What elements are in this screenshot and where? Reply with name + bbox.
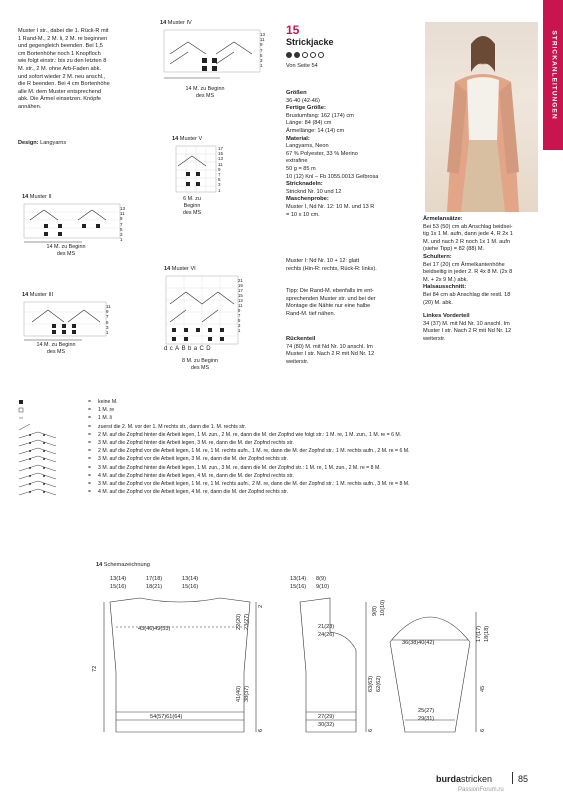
svg-text:9(10): 9(10) [316,584,330,590]
text-line: Muster I str. Nach 2 R mit Nd Nr. 12 [286,351,375,358]
back-top-mid-1: 17(18) [146,576,163,582]
article-details [286,90,421,219]
text-line: 34 (37) M. mit Nd Nr. 10 anschl. Im [423,320,510,327]
row-number: 17 [218,146,224,151]
text-line: rechts (Hin-R: rechts, Rück-R: links). [286,265,377,272]
row-number: 11 [218,161,223,167]
chart-caption: 14 M. zu Beginn des MS [46,243,86,257]
section-line: Stricknd Nr. 10 und 12 [286,188,342,195]
legend-equals: = [88,407,92,414]
page-number: 85 [518,774,529,784]
svg-text:13(14): 13(14) [290,576,307,582]
difficulty-dot [302,52,308,58]
row-number: 13 [238,298,243,303]
svg-text:8(9): 8(9) [316,576,326,582]
section-head: Material: [286,135,310,142]
row-number: 3 [120,232,123,238]
footer-brand: burdastricken [436,774,493,784]
legend-text: 4 M. auf die Zopfnd hinter die Arbeit legen, 4 M. re, dann die M. der Zopfnd rechts str. [98,472,294,479]
chart-muster-iv [160,20,270,100]
column-letters [164,346,244,354]
row-number: 3 [238,323,241,328]
column-letter: B [181,346,188,352]
row-number: 9 [106,309,109,315]
chart-caption: 6 M. zu Beginn des MS [182,195,202,216]
row-number: 9 [260,42,263,48]
svg-text:6: 6 [480,728,486,732]
row-number: 9 [120,216,123,222]
svg-text:24(26): 24(26) [318,632,335,638]
text-line: alle M. dem Muster entsprechend [18,88,102,95]
watermark: PassionForum.ru [458,787,504,793]
schultern-head: Schultern: [423,253,452,260]
section-tab [543,0,563,150]
back-top-left-1: 13(14) [110,576,127,582]
text-line: Rand-M. tief nähen. [286,310,336,317]
row-number: 19 [238,283,243,288]
column-letter: c [169,346,176,352]
legend-text: 3 M. auf die Zopfnd vor die Arbeit legen, 1 M. re, 1 M. rechts aufn., 2 M. re, dann die M. der Zopfnd str.: 1 M. rechts aufn., 3 M. re = 8 M. [98,481,410,487]
hals-head: Halsausschnitt: [423,284,467,291]
section-line: Länge: 84 (84) cm [286,120,332,127]
text-line: Muster I: Nd Nr. 10 + 12: glatt [286,258,360,264]
legend-equals: = [88,448,92,455]
row-number: 21 [238,278,243,283]
legend-equals: = [88,399,92,405]
row-number: 11 [120,211,125,217]
row-number: 5 [106,319,109,325]
text-line: die R beenden. Bei 4 cm Bortenhöhe [18,81,110,88]
section-head: Stricknadeln: [286,181,323,188]
svg-text:63(63): 63(63) [368,675,374,692]
legend-equals: = [88,431,92,438]
back-bottom: 54(57)61(64) [150,714,183,720]
slant-icon [18,423,56,431]
svg-text:22(20): 22(20) [236,613,242,630]
text-line: wie folgt einstr.: bis zu den letzten 8 [18,58,107,65]
chart-muster-ii [22,194,126,258]
knit-chart-grid [22,300,112,342]
section-line: Muster I, Nd Nr. 12: 10 M. und 13 R [286,203,375,210]
svg-text:27(29): 27(29) [318,714,335,720]
row-number: 1 [106,330,109,336]
section-line: Brustumfang: 162 (174) cm [286,112,354,119]
empty-square-icon [18,406,56,414]
column-letter: C [199,346,207,352]
row-number: 1 [260,63,263,69]
chart-caption: 8 M. zu Beginn des MS [182,358,218,371]
back-top-mid-2: 18(21) [146,584,163,590]
knit-chart-grid [22,202,126,244]
text-line: (siehe Tipp) = 82 (88) M. [423,246,485,253]
row-number: 15 [238,293,243,298]
cable-icon [18,472,56,480]
article-title: Strickjacke [286,37,334,47]
svg-text:30(32): 30(32) [318,722,335,728]
text-line: annähen. [18,103,42,110]
design-credit [18,140,66,148]
back-top-right-2: 15(16) [182,584,199,590]
back-top-right-1: 13(14) [182,576,199,582]
section-line: 10 (12) Knl – Fb 1055.0013 Gelbrosa [286,173,379,180]
column-letter: d [164,346,170,352]
row-number: 5 [238,318,241,323]
legend-equals: = [88,464,92,471]
section-tab-label: STRICKANLEITUNGEN [550,30,558,120]
muster-i [286,258,421,273]
cable-icon [18,488,56,496]
schematic-drawing [80,572,540,752]
section-line: extrafine [286,158,308,165]
svg-text:18(18): 18(18) [484,625,490,642]
row-number: 5 [218,177,221,183]
chart-caption: 14 M. zu Beginn des MS [36,341,76,355]
section-line: Ärmellänge: 14 (14) cm [286,127,345,134]
row-number: 13 [260,32,266,37]
row-number: 5 [260,52,263,58]
rueckenteil-head: Rückenteil [286,336,316,342]
svg-text:41(40): 41(40) [236,685,242,702]
row-number: 7 [120,221,123,227]
legend-text: 3 M. auf die Zopfnd hinter die Arbeit legen, 3 M. re, dann die M. der Zopfnd rechts str. [98,440,294,446]
row-number: 1 [218,187,221,193]
tipp [286,288,421,318]
legend-text: zuerst die 2. M. vor der 1. M rechts str., dann die 1. M. rechts str. [98,423,247,430]
text-line: Bei 53 (50) cm ab Anschlag beidsei- [423,223,513,230]
rueckenteil [286,336,421,366]
cable-icon [18,447,56,455]
cable-icon [18,480,56,488]
legend-equals: = [88,440,92,446]
column-letter: A [175,346,182,352]
legend-text: 4 M. auf die Zopfnd vor die Arbeit legen, 4 M. re, dann die M. der Zopfnd rechts str. [98,489,289,496]
chart-caption: 14 M. zu Beginn des MS [185,85,225,99]
svg-text:15(16): 15(16) [290,584,307,590]
legend-equals: = [88,456,92,463]
text-line: Montage die Nähte nur eine halbe [286,303,371,310]
row-numbers [120,206,125,242]
model-photo [425,22,538,212]
legend-text: keine M. [98,399,118,405]
row-number: 13 [218,156,224,162]
dash-icon [18,414,56,422]
section-line: Langyarns, Neon [286,143,329,150]
section-line: 50 g = 85 m [286,165,316,172]
difficulty-dot [310,52,316,58]
row-numbers [218,146,223,193]
knit-chart-grid [164,274,244,348]
schema-title: 14 Schemazeichnung [96,562,150,568]
text-line: Bei 84 cm ab Anschlag die restl. 18 [423,291,511,298]
row-number: 3 [218,182,221,188]
svg-text:2: 2 [258,604,264,608]
chart-title: 14 Muster VI [164,266,196,272]
row-number: 7 [238,313,241,318]
row-number: 11 [238,303,243,308]
svg-text:6: 6 [258,728,264,732]
text-line: Muster I str., dabei die 1. Rück-R mit [18,28,109,34]
difficulty-rating [286,52,421,60]
legend-equals: = [88,481,92,487]
svg-text:6: 6 [368,728,374,732]
text-line: M. str., 2 M. ohne Arb-Faden abk. [18,65,102,72]
knit-chart-grid [160,28,270,86]
section-head: Fertige Größe: [286,105,326,112]
column-three [423,216,543,344]
row-numbers [238,278,243,333]
row-number: 3 [106,324,109,330]
article-header [286,24,421,71]
row-number: 7 [260,47,263,53]
text-line: sprechenden Muster str. und bei der [286,295,376,302]
row-number: 3 [260,58,263,64]
photo-illustration [425,22,538,212]
section-head: Maschenprobe: [286,196,329,203]
difficulty-dot [286,52,292,58]
text-line: Bei 17 (20) cm Ärmelkantenhöhe [423,261,505,268]
cable-icon [18,431,56,439]
chart-title: 14 Muster III [22,292,54,298]
legend-text: 1 M. li [98,415,112,422]
difficulty-dot [294,52,300,58]
legend-text: 2 M. auf die Zopfnd hinter die Arbeit legen, 1 M. zun., 2 M. re, dann die M. der Zopfnd wie folgt str.: 1 M. re, 1 M. zun., 1 M. re = 6 M. [98,431,402,438]
text-line: weiterstr. [423,335,446,342]
svg-text:25(27): 25(27) [418,708,435,714]
row-number: 15 [218,151,224,157]
column-letter: D [206,346,213,352]
svg-text:9(8): 9(8) [372,606,378,616]
legend-equals: = [88,472,92,479]
row-number: 7 [106,314,109,320]
svg-text:10(10): 10(10) [380,599,386,616]
footer-divider [512,772,513,784]
section-line: 67 % Polyester, 33 % Merino [286,150,358,157]
text-line: 74 (80) M. mit Nd Nr. 10 anschl. Im [286,343,373,350]
svg-text:45: 45 [480,685,486,692]
text-line: cm Bortenhöhe noch 1 Knopfloch [18,50,101,57]
text-line: 1 Rand-M., 2 M. li, 2 M. re beginnen [18,35,108,42]
row-numbers [106,304,111,335]
row-number: 7 [218,172,221,178]
section-line: 36-40 (42-46) [286,97,320,104]
svg-text:36(38)40(42): 36(38)40(42) [402,640,435,646]
text-line: Muster I str. Nach 2 R mit Nd Nr. 12 [423,328,512,335]
links-head: Linkes Vorderteil [423,313,470,320]
legend-equals: = [88,489,92,496]
text-line: weiterstr. [286,358,309,365]
cable-icon [18,439,56,447]
text-line: (20) M. abk. [423,299,453,306]
column-letter: a [193,346,200,352]
legend-text: 1 M. re [98,407,115,414]
text-line: tig 1x 1 M. aufn, dann jede 4. R 2x 1 [423,231,513,238]
difficulty-dot [318,52,324,58]
svg-text:23(27): 23(27) [244,613,250,630]
chart-muster-v [172,136,222,217]
back-width: 43(46)49(53) [138,626,171,632]
chart-title: 14 Muster V [172,136,203,142]
chart-title: 14 Muster IV [160,20,192,26]
back-height: 72 [92,665,98,672]
legend-text: 3 M. auf die Zopfnd vor die Arbeit legen, 3 M. re, dann die M. der Zopfnd rechts str. [98,456,289,463]
row-numbers [260,32,265,68]
row-number: 9 [218,166,221,172]
back-top-left-2: 15(16) [110,584,127,590]
aermel-head: Ärmelansätze: [423,216,463,222]
page-ref: Von Seite 54 [286,63,318,69]
intro-text [18,28,153,112]
text-line: und gegengleich beenden. Bei 1,5 [18,43,103,50]
filled-square-icon [18,398,56,406]
row-number: 9 [238,308,241,313]
chart-title: 14 Muster II [22,194,52,200]
text-line: M. + 2x 9 M.) abk. [423,276,468,283]
text-line: abk. Die Ärmel einsetzen. Knöpfe [18,96,102,103]
column-letter: b [187,346,194,352]
knit-chart-grid [172,144,222,196]
design-value: Langyarns [40,140,67,146]
design-label: Design: [18,140,39,146]
svg-text:38(37): 38(37) [244,685,250,702]
cable-icon [18,455,56,463]
svg-text:62(62): 62(62) [376,675,382,692]
row-number: 13 [120,206,126,211]
section-line: = 10 x 10 cm. [286,211,320,218]
text-line: beidseitig in jeder 2. R 4x 8 M. (2x 8 [423,269,513,276]
section-head: Größen [286,90,307,96]
legend-equals: = [88,423,92,430]
legend-equals: = [88,415,92,422]
cable-icon [18,464,56,472]
row-number: 11 [106,304,111,309]
row-number: 11 [260,37,265,43]
row-number: 17 [238,288,243,293]
article-number: 15 [286,23,300,37]
chart-muster-iii [22,292,112,356]
row-number: 5 [120,226,123,232]
chart-muster-vi [164,266,244,371]
svg-text:17(17): 17(17) [476,625,482,642]
row-number: 1 [120,237,123,243]
legend-text: 3 M. auf die Zopfnd hinter die Arbeit legen, 1 M. zun., 3 M. re, dann die M. der Zopfnd str.: 1 M. re, 1 M. zun., 2 M. re = 8 M. [98,464,381,471]
text-line: M. und nach 2 R noch 1x 1 M. aufn [423,238,511,245]
svg-text:21(23): 21(23) [318,624,335,630]
svg-text:29(31): 29(31) [418,716,435,722]
text-line: Tipp: Die Rand-M. ebenfalls im ent- [286,288,374,294]
legend-text: 2 M. auf die Zopfnd vor die Arbeit legen, 1 M. re, 1 M. rechts aufn., 1 M. re, dann die M. der Zopfnd str.: 1 M. rechts aufn., 2 M. re = 6 M. [98,448,410,455]
text-line: und sofort wieder 2 M. neu anschl., [18,73,106,80]
row-number: 1 [238,328,241,333]
